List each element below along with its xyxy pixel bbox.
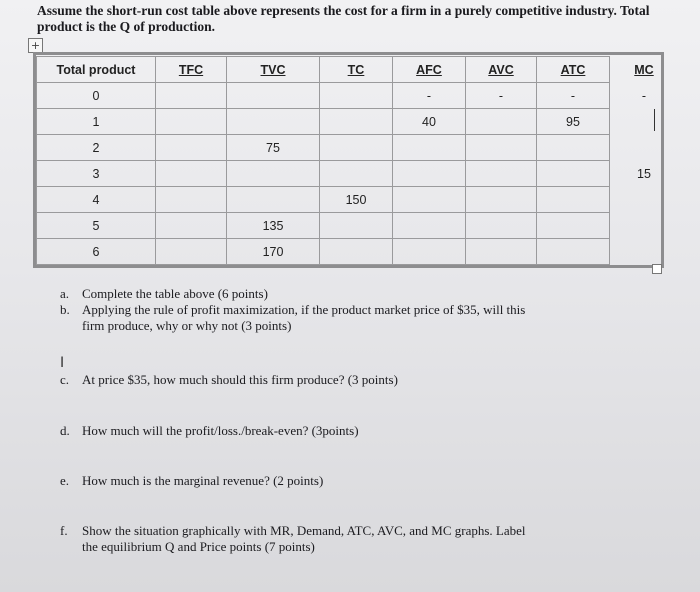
intro-text: Assume the short-run cost table above represents the cost for a firm in a purely competitive industry. Total product is the Q of production. [37,3,650,34]
cell[interactable] [320,83,393,109]
cell[interactable] [156,239,227,265]
cell[interactable]: 0 [37,83,156,109]
question-label: b. [60,302,70,317]
table-row [37,135,679,161]
question-c [60,372,660,388]
cell[interactable] [610,239,679,265]
question-text: Applying the rule of profit maximization, if the product market price of $35, will this [82,302,526,317]
cell[interactable] [466,239,537,265]
cell[interactable] [393,187,466,213]
question-a [60,286,660,302]
text-cursor-icon: I [60,355,65,371]
question-label: e. [60,473,70,488]
cell[interactable] [393,161,466,187]
cell[interactable]: 5 [37,213,156,239]
table-row [37,187,679,213]
cell[interactable] [537,187,610,213]
header-avc: AVC [466,57,537,83]
cell[interactable]: - [537,83,610,109]
table-row [37,83,679,109]
cell[interactable] [320,109,393,135]
table-row [37,109,679,135]
cell[interactable] [320,161,393,187]
cell[interactable] [610,109,679,135]
question-f [60,523,660,555]
cell[interactable] [156,213,227,239]
cell[interactable]: 2 [37,135,156,161]
cell[interactable]: 3 [37,161,156,187]
table-move-handle-icon[interactable]: + [28,38,43,53]
question-text-cont: the equilibrium Q and Price points (7 points) [82,539,315,554]
cell[interactable] [156,187,227,213]
question-text: Complete the table above (6 points) [82,286,268,301]
question-e [60,473,660,489]
cell[interactable] [537,161,610,187]
cell[interactable] [466,161,537,187]
table-resize-handle-icon[interactable] [652,264,662,274]
table-row [37,239,679,265]
table-header-row [37,57,679,83]
cell[interactable]: 40 [393,109,466,135]
cell[interactable] [466,213,537,239]
cell[interactable] [227,161,320,187]
cell[interactable]: 150 [320,187,393,213]
cell[interactable]: 15 [637,166,651,181]
cell[interactable] [156,83,227,109]
cell[interactable] [227,109,320,135]
cell[interactable] [537,213,610,239]
cell[interactable]: - [466,83,537,109]
cell[interactable] [320,213,393,239]
question-label: c. [60,372,70,387]
cell[interactable]: 95 [537,109,610,135]
header-tc: TC [320,57,393,83]
cell[interactable] [466,109,537,135]
cell[interactable]: - [393,83,466,109]
cell[interactable] [227,83,320,109]
cell[interactable] [466,135,537,161]
cell[interactable] [610,213,679,239]
header-total-product: Total product [37,57,156,83]
question-d [60,423,660,439]
cell[interactable]: 75 [227,135,320,161]
cell[interactable] [227,187,320,213]
cell[interactable]: 1 [37,109,156,135]
cell[interactable]: 135 [227,213,320,239]
cell[interactable] [393,239,466,265]
header-tvc: TVC [227,57,320,83]
cell[interactable] [610,135,679,161]
question-label: f. [60,523,68,538]
cell[interactable] [537,239,610,265]
cell[interactable] [610,187,679,213]
cell[interactable] [393,213,466,239]
question-b [60,302,660,334]
header-afc: AFC [393,57,466,83]
table-row [37,161,679,187]
question-label: d. [60,423,70,438]
cell[interactable] [466,187,537,213]
header-tfc: TFC [156,57,227,83]
cell[interactable] [156,161,227,187]
question-text: Show the situation graphically with MR, Demand, ATC, AVC, and MC graphs. Label [82,523,526,538]
cell[interactable] [320,135,393,161]
cost-table [36,56,679,265]
cell[interactable] [156,109,227,135]
question-text-cont: firm produce, why or why not (3 points) [82,318,292,333]
cell[interactable] [320,239,393,265]
cell[interactable]: 4 [37,187,156,213]
header-atc: ATC [537,57,610,83]
header-mc: MC [634,62,654,77]
question-label: a. [60,286,70,301]
question-text: At price $35, how much should this firm produce? (3 points) [82,372,398,387]
question-text: How much will the profit/loss./break-even? (3points) [82,423,359,438]
cell[interactable] [537,135,610,161]
cell[interactable] [393,135,466,161]
cell[interactable]: 6 [37,239,156,265]
cell[interactable]: 170 [227,239,320,265]
cell[interactable]: - [641,88,647,103]
question-text: How much is the marginal revenue? (2 points) [82,473,324,488]
cell[interactable] [156,135,227,161]
table-row [37,213,679,239]
